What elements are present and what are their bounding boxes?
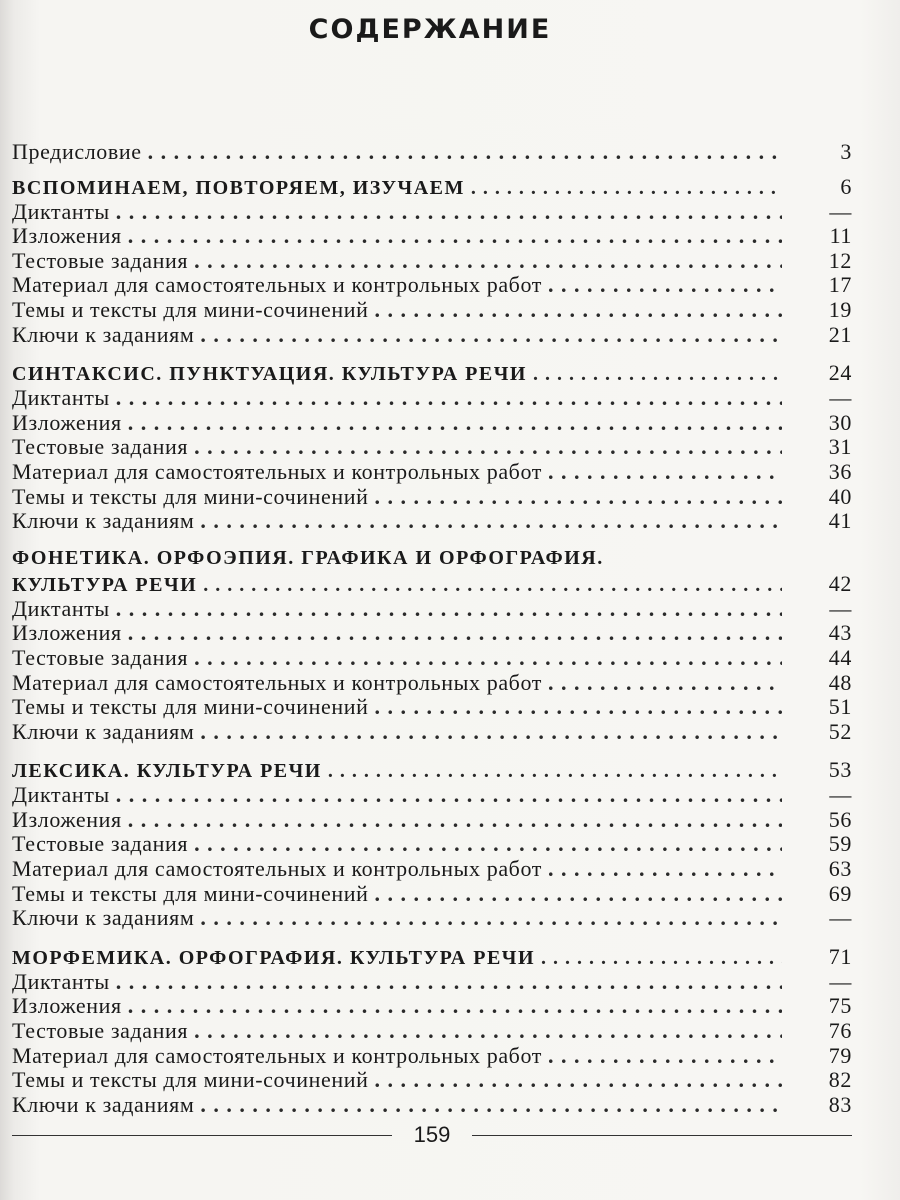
toc-entry-page: — bbox=[829, 198, 852, 224]
toc-entry bbox=[12, 831, 852, 856]
page-footer bbox=[12, 1122, 852, 1148]
section-heading bbox=[12, 174, 852, 199]
toc-entry-page: 40 bbox=[828, 483, 852, 509]
toc-entry-label: Тестовые задания bbox=[12, 1018, 189, 1044]
dot-leader bbox=[116, 199, 782, 225]
toc-entry bbox=[12, 1018, 852, 1043]
dot-leader bbox=[533, 363, 782, 386]
section-page: 6 bbox=[840, 173, 852, 199]
toc-entry bbox=[12, 484, 852, 509]
section-heading bbox=[12, 571, 852, 596]
toc-entry-label: Материал для самостоятельных и контрольных работ bbox=[12, 856, 542, 882]
dot-leader bbox=[194, 434, 782, 460]
toc-entry-page: 3 bbox=[840, 139, 852, 164]
toc-entry bbox=[12, 856, 852, 881]
toc-entry bbox=[12, 434, 852, 459]
dot-leader bbox=[374, 484, 782, 510]
toc-entry-label: Изложения bbox=[12, 223, 122, 249]
toc-entry-page: 21 bbox=[828, 321, 852, 347]
toc-entry bbox=[12, 969, 852, 994]
toc-entry bbox=[12, 782, 852, 807]
dot-leader bbox=[128, 807, 782, 833]
toc-sections bbox=[12, 174, 852, 1117]
toc-entry-label: Темы и тексты для мини-сочинений bbox=[12, 483, 369, 509]
toc-entry-page: — bbox=[829, 905, 852, 931]
toc-entry-label: Темы и тексты для мини-сочинений bbox=[12, 296, 369, 322]
toc-entry-label: Диктанты bbox=[12, 385, 110, 411]
section-heading bbox=[12, 360, 852, 385]
dot-leader bbox=[471, 177, 782, 200]
toc-entry-label: Диктанты bbox=[12, 968, 110, 994]
toc-entry-page: 63 bbox=[828, 856, 852, 882]
dot-leader bbox=[548, 670, 782, 696]
toc-entry-page: 12 bbox=[828, 247, 852, 273]
toc-entry-page: 19 bbox=[828, 296, 852, 322]
dot-leader bbox=[374, 694, 782, 720]
toc-entry-label: Диктанты bbox=[12, 595, 110, 621]
dot-leader bbox=[128, 410, 782, 436]
table-of-contents bbox=[12, 139, 852, 1116]
toc-entry-page: 59 bbox=[828, 831, 852, 857]
dot-leader bbox=[148, 139, 782, 165]
section-title: КУЛЬТУРА РЕЧИ bbox=[12, 573, 198, 596]
dot-leader bbox=[194, 831, 782, 857]
toc-entry-label: Изложения bbox=[12, 806, 122, 832]
dot-leader bbox=[128, 993, 782, 1019]
dot-leader bbox=[128, 620, 782, 646]
section-heading-line: ФОНЕТИКА. ОРФОЭПИЯ. ГРАФИКА И ОРФОГРАФИЯ. bbox=[12, 546, 604, 569]
toc-entry bbox=[12, 719, 852, 744]
toc-entry bbox=[12, 199, 852, 224]
toc-entry-page: — bbox=[829, 782, 852, 808]
toc-entry-label: Материал для самостоятельных и контрольных работ bbox=[12, 1042, 542, 1068]
toc-entry-label: Диктанты bbox=[12, 782, 110, 808]
toc-entry bbox=[12, 272, 852, 297]
toc-entry-label: Материал для самостоятельных и контрольных работ bbox=[12, 272, 542, 298]
toc-entry-label: Материал для самостоятельных и контрольных работ bbox=[12, 458, 542, 484]
toc-entry-page: 52 bbox=[828, 718, 852, 744]
dot-leader bbox=[200, 508, 782, 534]
dot-leader bbox=[328, 760, 782, 783]
toc-entry bbox=[12, 694, 852, 719]
toc-entry-label: Ключи к заданиям bbox=[12, 508, 195, 534]
section-title: МОРФЕМИКА. ОРФОГРАФИЯ. КУЛЬТУРА РЕЧИ bbox=[12, 946, 536, 969]
toc-entry-page: — bbox=[829, 385, 852, 411]
toc-entry-page: 48 bbox=[828, 669, 852, 695]
section-page: 53 bbox=[828, 757, 852, 783]
dot-leader bbox=[194, 1018, 782, 1044]
section-title: ВСПОМИНАЕМ, ПОВТОРЯЕМ, ИЗУЧАЕМ bbox=[12, 176, 465, 199]
toc-entry-label: Диктанты bbox=[12, 198, 110, 224]
section-page: 24 bbox=[828, 360, 852, 386]
toc-entry-page: 11 bbox=[829, 223, 852, 249]
toc-entry bbox=[12, 410, 852, 435]
dot-leader bbox=[548, 1043, 782, 1069]
toc-entry-label: Тестовые задания bbox=[12, 644, 189, 670]
dot-leader bbox=[200, 322, 782, 348]
toc-entry-page: 41 bbox=[828, 508, 852, 534]
toc-entry bbox=[12, 248, 852, 273]
toc-entry bbox=[12, 881, 852, 906]
toc-entry-label: Темы и тексты для мини-сочинений bbox=[12, 880, 369, 906]
dot-leader bbox=[200, 719, 782, 745]
toc-entry bbox=[12, 596, 852, 621]
dot-leader bbox=[374, 297, 782, 323]
page-title: СОДЕРЖАНИЕ bbox=[308, 14, 552, 45]
toc-entry-label: Ключи к заданиям bbox=[12, 718, 195, 744]
toc-entry-page: 76 bbox=[828, 1018, 852, 1044]
toc-entry-page: 56 bbox=[828, 806, 852, 832]
dot-leader bbox=[200, 1092, 782, 1118]
dot-leader bbox=[374, 1067, 782, 1093]
toc-entry-page: 44 bbox=[828, 644, 852, 670]
toc-entry-page: 36 bbox=[828, 458, 852, 484]
dot-leader bbox=[116, 782, 782, 808]
dot-leader bbox=[200, 905, 782, 931]
toc-entry-label: Тестовые задания bbox=[12, 831, 189, 857]
toc-entry-page: — bbox=[829, 968, 852, 994]
toc-entry bbox=[12, 385, 852, 410]
toc-entry bbox=[12, 297, 852, 322]
dot-leader bbox=[548, 856, 782, 882]
dot-leader bbox=[128, 223, 782, 249]
section-title: СИНТАКСИС. ПУНКТУАЦИЯ. КУЛЬТУРА РЕЧИ bbox=[12, 363, 527, 386]
dot-leader bbox=[194, 248, 782, 274]
toc-entry bbox=[12, 1092, 852, 1117]
toc-entry-page: 51 bbox=[828, 694, 852, 720]
dot-leader bbox=[194, 645, 782, 671]
toc-entry-label: Ключи к заданиям bbox=[12, 1091, 195, 1117]
toc-entry-page: 75 bbox=[828, 993, 852, 1019]
section-heading bbox=[12, 944, 852, 969]
toc-entry-preface bbox=[12, 139, 852, 164]
section-page: 71 bbox=[828, 943, 852, 969]
toc-entry-page: — bbox=[829, 595, 852, 621]
toc-entry bbox=[12, 322, 852, 347]
toc-entry bbox=[12, 807, 852, 832]
toc-entry-page: 82 bbox=[828, 1067, 852, 1093]
dot-leader bbox=[116, 385, 782, 411]
section-title: ЛЕКСИКА. КУЛЬТУРА РЕЧИ bbox=[12, 760, 322, 783]
toc-entry-label: Тестовые задания bbox=[12, 247, 189, 273]
toc-entry-label: Ключи к заданиям bbox=[12, 321, 195, 347]
toc-entry-page: 79 bbox=[828, 1042, 852, 1068]
dot-leader bbox=[116, 969, 782, 995]
footer-rule-right bbox=[472, 1135, 852, 1136]
footer-rule-left bbox=[12, 1135, 392, 1136]
toc-entry-page: 43 bbox=[828, 620, 852, 646]
toc-entry bbox=[12, 645, 852, 670]
toc-entry-label: Тестовые задания bbox=[12, 434, 189, 460]
dot-leader bbox=[116, 596, 782, 622]
toc-entry bbox=[12, 670, 852, 695]
toc-entry bbox=[12, 508, 852, 533]
toc-entry bbox=[12, 1043, 852, 1068]
toc-entry-label: Изложения bbox=[12, 993, 122, 1019]
dot-leader bbox=[548, 272, 782, 298]
section-page: 42 bbox=[828, 570, 852, 596]
toc-entry-page: 31 bbox=[828, 434, 852, 460]
toc-entry-label: Предисловие bbox=[12, 139, 142, 164]
toc-entry-label: Изложения bbox=[12, 409, 122, 435]
dot-leader bbox=[541, 947, 782, 970]
toc-entry-label: Темы и тексты для мини-сочинений bbox=[12, 694, 369, 720]
toc-entry-page: 83 bbox=[828, 1091, 852, 1117]
toc-entry bbox=[12, 993, 852, 1018]
toc-entry bbox=[12, 459, 852, 484]
page-number: 159 bbox=[413, 1122, 451, 1147]
dot-leader bbox=[374, 881, 782, 907]
toc-entry-page: 30 bbox=[828, 409, 852, 435]
toc-entry-label: Изложения bbox=[12, 620, 122, 646]
toc-entry bbox=[12, 620, 852, 645]
toc-entry-page: 17 bbox=[828, 272, 852, 298]
toc-entry-label: Ключи к заданиям bbox=[12, 905, 195, 931]
toc-entry-page: 69 bbox=[828, 880, 852, 906]
toc-entry-label: Темы и тексты для мини-сочинений bbox=[12, 1067, 369, 1093]
dot-leader bbox=[548, 459, 782, 485]
toc-entry-label: Материал для самостоятельных и контрольных работ bbox=[12, 669, 542, 695]
section-heading bbox=[12, 757, 852, 782]
dot-leader bbox=[203, 574, 782, 597]
toc-entry bbox=[12, 1067, 852, 1092]
toc-entry bbox=[12, 905, 852, 930]
toc-entry bbox=[12, 223, 852, 248]
